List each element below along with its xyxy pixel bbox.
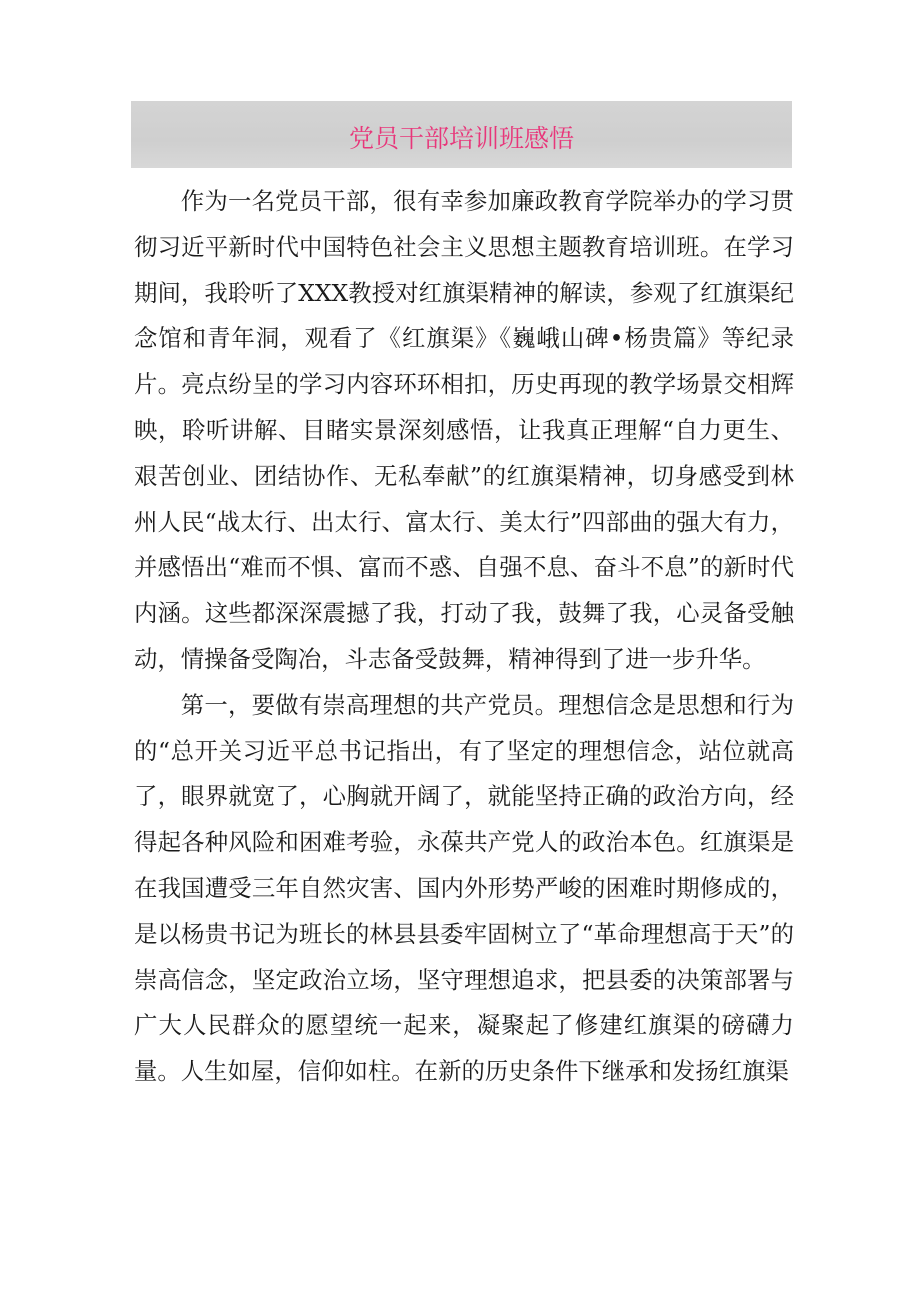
document-title: 党员干部培训班感悟 [348,123,574,153]
document-body [134,179,794,1095]
paragraph-first-point: 第一，要做有崇高理想的共产党员。理想信念是思想和行为的“总开关习近平总书记指出，有了坚定的理想信念，站位就高了，眼界就宽了，心胸就开阔了，就能坚持正确的政治方向，经得起各种风险和困难考验，永葆共产党人的政治本色。红旗渠是在我国遭受三年自然灾害、国内外形势严峻的困难时期修成的，是以杨贵书记为班长的林县县委牢固树立了“革命理想高于天”的崇高信念，坚定政治立场，坚守理想追求，把县委的决策部署与广大人民群众的愿望统一起来，凝聚起了修建红旗渠的磅礴力量。人生如屋，信仰如柱。在新的历史条件下继承和发扬红旗渠 [134,690,794,1086]
title-banner [131,101,792,168]
paragraph-intro: 作为一名党员干部，很有幸参加廉政教育学院举办的学习贯彻习近平新时代中国特色社会主义思想主题教育培训班。在学习期间，我聆听了XXX教授对红旗渠精神的解读，参观了红旗渠纪念馆和青年洞，观看了《红旗渠》《巍峨山碑•杨贵篇》等纪录片。亮点纷呈的学习内容环环相扣，历史再现的教学场景交相辉映，聆听讲解、目睹实景深刻感悟，让我真正理解“自力更生、艰苦创业、团结协作、无私奉献”的红旗渠精神，切身感受到林州人民“战太行、出太行、富太行、美太行”四部曲的强大有力，并感悟出“难而不惧、富而不惑、自强不息、奋斗不息”的新时代内涵。这些都深深震撼了我，打动了我，鼓舞了我，心灵备受触动，情操备受陶冶，斗志备受鼓舞，精神得到了进一步升华。 [134,187,794,673]
